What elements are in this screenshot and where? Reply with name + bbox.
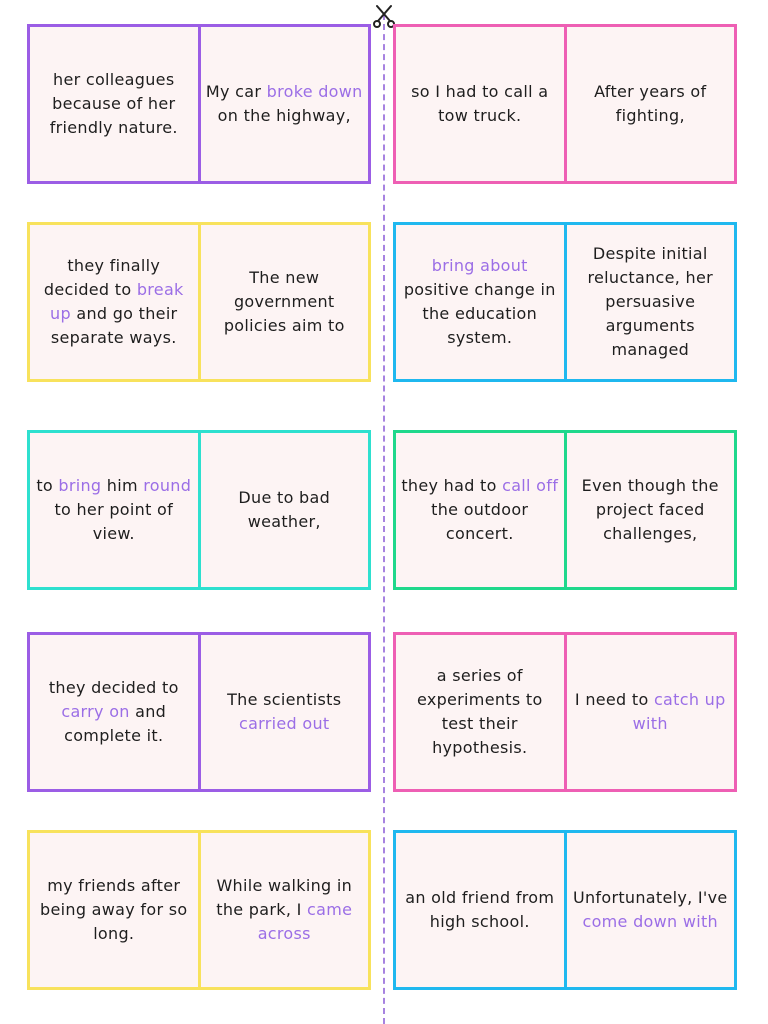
phrasal-verb-highlight: broke down [266,82,363,101]
card-text [205,266,365,338]
card-text-segment: Despite initial reluctance, her persuasive arguments managed [587,244,714,359]
card-text-segment: After years of fighting, [594,82,707,125]
phrasal-verb-highlight: break up [50,280,184,323]
card-pair [393,830,737,990]
card-text-segment: him [101,476,144,495]
card-text [400,664,560,760]
card-text [34,474,194,546]
phrase-card [393,632,567,792]
card-pair [393,632,737,792]
card-text [34,254,194,350]
phrasal-verb-highlight: bring about [431,256,528,275]
card-text-segment: a series of experiments to test their hypothesis. [416,666,543,757]
card-text-segment: Unfortunately, I've [572,888,728,907]
card-pair [27,830,371,990]
card-text-segment: the outdoor concert. [431,500,529,543]
card-text [205,688,365,736]
card-text [34,874,194,946]
phrase-card [27,632,201,792]
phrasal-verb-highlight: bring [58,476,102,495]
phrase-card [198,24,372,184]
phrasal-verb-highlight: carried out [238,714,330,733]
phrase-card [393,830,567,990]
card-text [205,486,365,534]
card-text [400,80,560,128]
phrase-card [198,830,372,990]
card-pair [27,632,371,792]
card-text [205,80,365,128]
card-text-segment: so I had to call a tow truck. [411,82,549,125]
phrase-card [564,830,738,990]
card-text [571,886,731,934]
card-text-segment: While walking in the park, I [216,876,353,919]
card-text-segment: her colleagues because of her friendly nature. [49,70,178,137]
card-text-segment: they decided to [48,678,179,697]
phrasal-verb-highlight: carry on [61,702,130,721]
card-text [34,68,194,140]
card-text-segment: they had to [401,476,503,495]
phrase-card [564,632,738,792]
card-pair [393,24,737,184]
card-text-segment: Even though the project faced challenges, [581,476,719,543]
card-text-segment: The scientists [227,690,342,709]
card-text-segment: my friends after being away for so long. [40,876,188,943]
card-text [571,242,731,362]
card-text [205,874,365,946]
phrase-card [393,222,567,382]
phrase-card [198,430,372,590]
card-text [571,688,731,736]
card-text [400,886,560,934]
phrase-card [27,430,201,590]
card-text-segment: to her point of view. [54,500,174,543]
card-text [571,80,731,128]
card-text [34,676,194,748]
cut-line [383,14,385,1024]
phrase-card [198,222,372,382]
phrase-card [564,24,738,184]
card-text [571,474,731,546]
phrase-card [198,632,372,792]
phrase-card [27,24,201,184]
phrase-card [564,430,738,590]
card-pair [27,222,371,382]
card-pair [27,430,371,590]
phrase-card [564,222,738,382]
card-pair [27,24,371,184]
phrase-card [27,222,201,382]
phrase-card [393,430,567,590]
phrasal-verb-highlight: came across [257,900,353,943]
phrase-card [393,24,567,184]
scissors-icon [373,4,395,28]
phrasal-verb-highlight: call off [502,476,559,495]
card-text-segment: I need to [574,690,654,709]
card-text-segment: My car [205,82,267,101]
card-text-segment: positive change in the education system. [403,280,556,347]
phrasal-verb-highlight: come down with [582,912,718,931]
phrasal-verb-highlight: round [143,476,192,495]
card-text-segment: The new government policies aim to [223,268,345,335]
card-text-segment: and go their separate ways. [50,304,178,347]
card-text-segment: they finally decided to [43,256,161,299]
card-text [400,254,560,350]
card-text-segment: Due to bad weather, [238,488,331,531]
card-text [400,474,560,546]
card-text-segment: and complete it. [64,702,167,745]
card-text-segment: to [36,476,59,495]
card-text-segment: on the highway, [217,106,351,125]
phrase-card [27,830,201,990]
card-pair [393,222,737,382]
phrasal-verb-highlight: catch up with [632,690,726,733]
card-text-segment: an old friend from high school. [405,888,555,931]
card-pair [393,430,737,590]
